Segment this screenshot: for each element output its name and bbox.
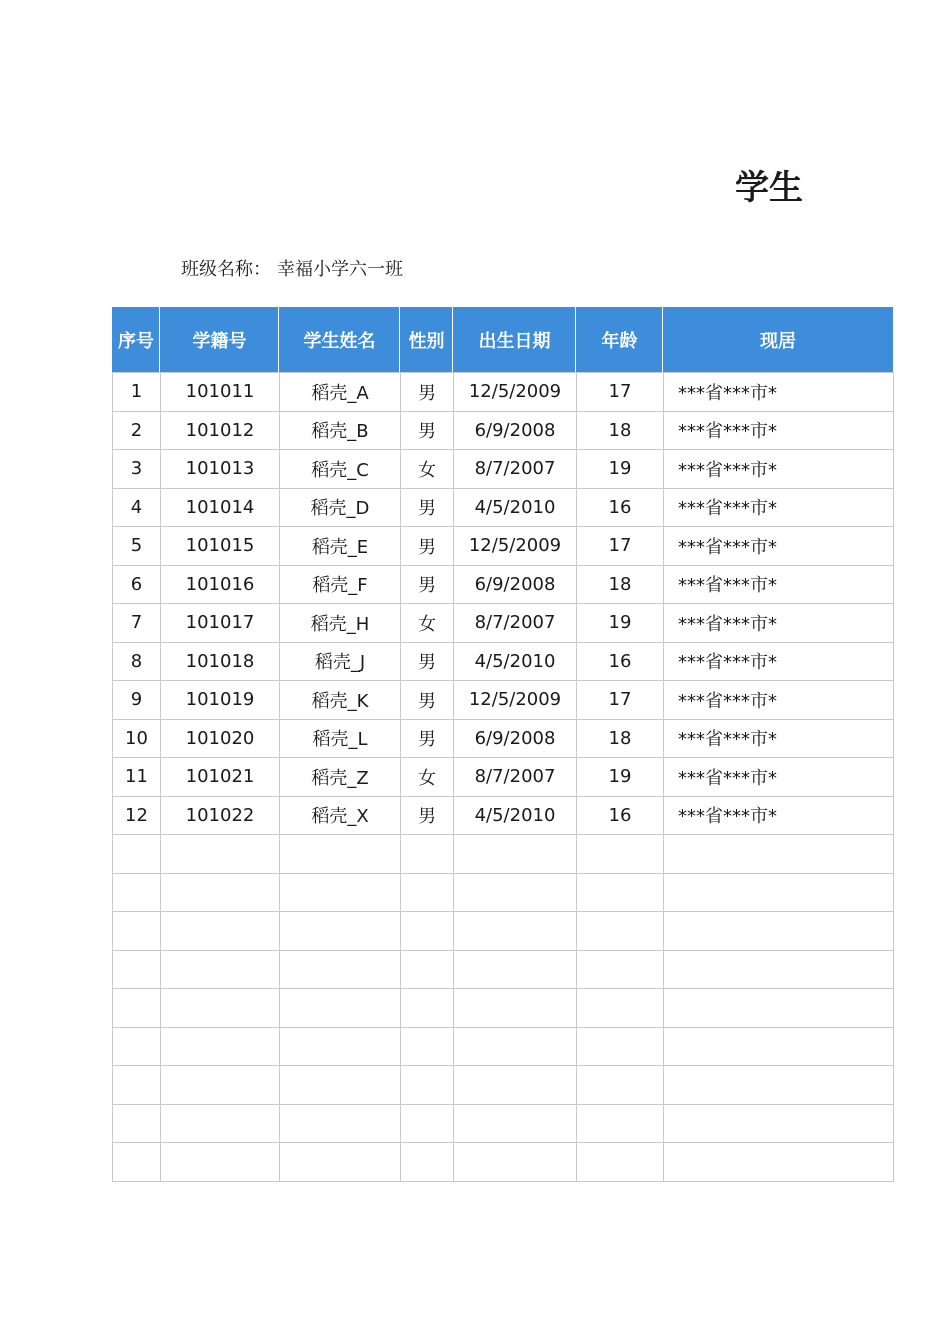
cell-address[interactable] <box>664 950 894 989</box>
table-row <box>113 527 894 566</box>
cell-seq[interactable]: 3 <box>113 450 161 489</box>
header-age: 年龄 <box>601 330 638 352</box>
cell-age[interactable]: 19 <box>577 604 664 643</box>
table-row <box>113 989 894 1028</box>
cell-seq[interactable]: 2 <box>113 411 161 450</box>
cell-gender[interactable] <box>401 873 454 912</box>
cell-gender[interactable] <box>401 1104 454 1143</box>
cell-student-name[interactable]: 稻壳_F <box>280 565 401 604</box>
cell-seq[interactable] <box>113 950 161 989</box>
cell-gender[interactable]: 女 <box>401 604 454 643</box>
cell-seq[interactable]: 1 <box>113 373 161 412</box>
cell-birth-date[interactable]: 8/7/2007 <box>454 604 577 643</box>
cell-birth-date[interactable]: 12/5/2009 <box>454 681 577 720</box>
cell-student-name[interactable]: 稻壳_X <box>280 796 401 835</box>
cell-seq[interactable]: 10 <box>113 719 161 758</box>
cell-address[interactable]: ***省***市* <box>664 604 894 643</box>
cell-student-name[interactable] <box>280 1027 401 1066</box>
cell-student-id[interactable] <box>161 950 280 989</box>
table-row <box>113 1143 894 1182</box>
class-label: 班级名称： <box>181 259 271 280</box>
table-row <box>113 373 894 412</box>
cell-age[interactable]: 19 <box>577 450 664 489</box>
table-row <box>113 719 894 758</box>
cell-gender[interactable] <box>401 1066 454 1105</box>
table-row <box>113 488 894 527</box>
table-row <box>113 681 894 720</box>
cell-gender[interactable] <box>401 835 454 874</box>
header-student-id: 学籍号 <box>192 330 247 352</box>
cell-seq[interactable]: 11 <box>113 758 161 797</box>
cell-age[interactable] <box>577 1104 664 1143</box>
class-value: 幸福小学六一班 <box>277 259 403 280</box>
header-student-name: 学生姓名 <box>303 330 376 352</box>
cell-seq[interactable] <box>113 835 161 874</box>
table-row <box>113 450 894 489</box>
cell-student-name[interactable]: 稻壳_K <box>280 681 401 720</box>
cell-gender[interactable] <box>401 1143 454 1182</box>
cell-gender[interactable]: 男 <box>401 411 454 450</box>
cell-address[interactable]: ***省***市* <box>664 411 894 450</box>
cell-address[interactable] <box>664 873 894 912</box>
cell-student-id[interactable]: 101013 <box>161 450 280 489</box>
cell-student-name[interactable]: 稻壳_D <box>280 488 401 527</box>
table-header <box>112 307 893 372</box>
cell-age[interactable] <box>577 1143 664 1182</box>
cell-seq[interactable]: 5 <box>113 527 161 566</box>
table-row <box>113 1027 894 1066</box>
cell-gender[interactable]: 女 <box>401 758 454 797</box>
table-row <box>113 1104 894 1143</box>
cell-student-name[interactable]: 稻壳_C <box>280 450 401 489</box>
cell-student-id[interactable]: 101020 <box>161 719 280 758</box>
table-row <box>113 565 894 604</box>
header-seq: 序号 <box>118 330 154 352</box>
cell-student-name[interactable] <box>280 1143 401 1182</box>
cell-seq[interactable]: 6 <box>113 565 161 604</box>
table-row <box>113 1066 894 1105</box>
cell-seq[interactable]: 9 <box>113 681 161 720</box>
cell-birth-date[interactable] <box>454 873 577 912</box>
cell-student-id[interactable]: 101018 <box>161 642 280 681</box>
cell-student-id[interactable]: 101019 <box>161 681 280 720</box>
cell-age[interactable]: 17 <box>577 373 664 412</box>
cell-student-name[interactable]: 稻壳_J <box>280 642 401 681</box>
cell-birth-date[interactable] <box>454 912 577 951</box>
cell-birth-date[interactable]: 4/5/2010 <box>454 642 577 681</box>
cell-student-name[interactable] <box>280 1066 401 1105</box>
table-row <box>113 758 894 797</box>
cell-seq[interactable] <box>113 1027 161 1066</box>
cell-gender[interactable]: 男 <box>401 527 454 566</box>
title-area <box>0 150 803 210</box>
cell-birth-date[interactable] <box>454 1104 577 1143</box>
cell-age[interactable] <box>577 873 664 912</box>
cell-student-id[interactable]: 101011 <box>161 373 280 412</box>
cell-age[interactable]: 16 <box>577 796 664 835</box>
cell-student-id[interactable]: 101014 <box>161 488 280 527</box>
table-row <box>113 642 894 681</box>
cell-student-name[interactable] <box>280 912 401 951</box>
cell-student-name[interactable] <box>280 989 401 1028</box>
cell-student-id[interactable]: 101017 <box>161 604 280 643</box>
cell-seq[interactable]: 12 <box>113 796 161 835</box>
cell-address[interactable]: ***省***市* <box>664 488 894 527</box>
cell-gender[interactable] <box>401 950 454 989</box>
cell-student-id[interactable] <box>161 1104 280 1143</box>
table-body-wrap <box>112 372 778 1201</box>
cell-birth-date[interactable]: 6/9/2008 <box>454 719 577 758</box>
cell-student-name[interactable] <box>280 1104 401 1143</box>
cell-gender[interactable]: 男 <box>401 642 454 681</box>
cell-address[interactable]: ***省***市* <box>664 796 894 835</box>
cell-birth-date[interactable]: 6/9/2008 <box>454 565 577 604</box>
cell-student-id[interactable] <box>161 1027 280 1066</box>
cell-student-id[interactable]: 101016 <box>161 565 280 604</box>
cell-age[interactable]: 18 <box>577 565 664 604</box>
cell-birth-date[interactable] <box>454 1027 577 1066</box>
cell-age[interactable] <box>577 1027 664 1066</box>
cell-age[interactable]: 18 <box>577 411 664 450</box>
cell-gender[interactable]: 男 <box>401 565 454 604</box>
cell-address[interactable]: ***省***市* <box>664 642 894 681</box>
cell-seq[interactable]: 4 <box>113 488 161 527</box>
cell-gender[interactable]: 男 <box>401 681 454 720</box>
table-row <box>113 950 894 989</box>
cell-student-id[interactable] <box>161 1066 280 1105</box>
cell-age[interactable]: 16 <box>577 488 664 527</box>
header-gender: 性别 <box>408 330 445 352</box>
cell-student-id[interactable]: 101022 <box>161 796 280 835</box>
cell-age[interactable]: 18 <box>577 719 664 758</box>
cell-address[interactable]: ***省***市* <box>664 565 894 604</box>
cell-birth-date[interactable]: 4/5/2010 <box>454 488 577 527</box>
cell-student-id[interactable]: 101021 <box>161 758 280 797</box>
cell-birth-date[interactable]: 12/5/2009 <box>454 373 577 412</box>
cell-student-id[interactable] <box>161 1143 280 1182</box>
table-row <box>113 835 894 874</box>
cell-seq[interactable] <box>113 1066 161 1105</box>
cell-address[interactable]: ***省***市* <box>664 719 894 758</box>
cell-student-name[interactable]: 稻壳_A <box>280 373 401 412</box>
cell-gender[interactable]: 男 <box>401 488 454 527</box>
cell-address[interactable] <box>664 989 894 1028</box>
cell-student-name[interactable]: 稻壳_Z <box>280 758 401 797</box>
cell-age[interactable]: 17 <box>577 681 664 720</box>
cell-age[interactable] <box>577 989 664 1028</box>
cell-birth-date[interactable] <box>454 989 577 1028</box>
cell-gender[interactable] <box>401 912 454 951</box>
cell-address[interactable] <box>664 1104 894 1143</box>
cell-student-id[interactable] <box>161 873 280 912</box>
cell-birth-date[interactable] <box>454 1143 577 1182</box>
cell-seq[interactable] <box>113 912 161 951</box>
cell-age[interactable]: 16 <box>577 642 664 681</box>
class-info <box>181 255 403 281</box>
cell-student-id[interactable] <box>161 912 280 951</box>
cell-gender[interactable] <box>401 989 454 1028</box>
cell-birth-date[interactable] <box>454 1066 577 1105</box>
cell-birth-date[interactable] <box>454 835 577 874</box>
cell-student-name[interactable] <box>280 873 401 912</box>
cell-age[interactable]: 17 <box>577 527 664 566</box>
cell-student-id[interactable] <box>161 989 280 1028</box>
cell-birth-date[interactable]: 6/9/2008 <box>454 411 577 450</box>
cell-age[interactable] <box>577 912 664 951</box>
cell-age[interactable] <box>577 1066 664 1105</box>
cell-student-id[interactable]: 101012 <box>161 411 280 450</box>
cell-age[interactable] <box>577 950 664 989</box>
table-row <box>113 873 894 912</box>
cell-seq[interactable] <box>113 1143 161 1182</box>
cell-address[interactable]: ***省***市* <box>664 450 894 489</box>
header-birth-date: 出生日期 <box>478 330 551 352</box>
student-table <box>112 372 894 1182</box>
table-row <box>113 604 894 643</box>
cell-student-name[interactable]: 稻壳_H <box>280 604 401 643</box>
cell-gender[interactable] <box>401 1027 454 1066</box>
cell-address[interactable] <box>664 1066 894 1105</box>
cell-address[interactable] <box>664 912 894 951</box>
cell-gender[interactable]: 男 <box>401 373 454 412</box>
cell-address[interactable] <box>664 835 894 874</box>
cell-student-name[interactable]: 稻壳_B <box>280 411 401 450</box>
table-row <box>113 411 894 450</box>
cell-seq[interactable] <box>113 989 161 1028</box>
cell-age[interactable] <box>577 835 664 874</box>
cell-student-name[interactable] <box>280 950 401 989</box>
cell-seq[interactable] <box>113 873 161 912</box>
cell-gender[interactable]: 男 <box>401 796 454 835</box>
cell-birth-date[interactable]: 8/7/2007 <box>454 450 577 489</box>
cell-student-name[interactable] <box>280 835 401 874</box>
page-title: 学生 <box>735 168 803 208</box>
cell-student-id[interactable] <box>161 835 280 874</box>
cell-seq[interactable]: 7 <box>113 604 161 643</box>
header-address: 现居 <box>760 330 796 352</box>
cell-address[interactable]: ***省***市* <box>664 681 894 720</box>
cell-student-name[interactable]: 稻壳_E <box>280 527 401 566</box>
cell-seq[interactable] <box>113 1104 161 1143</box>
cell-seq[interactable]: 8 <box>113 642 161 681</box>
cell-student-id[interactable]: 101015 <box>161 527 280 566</box>
cell-address[interactable] <box>664 1027 894 1066</box>
cell-birth-date[interactable]: 12/5/2009 <box>454 527 577 566</box>
cell-address[interactable]: ***省***市* <box>664 373 894 412</box>
cell-address[interactable]: ***省***市* <box>664 527 894 566</box>
cell-birth-date[interactable] <box>454 950 577 989</box>
cell-gender[interactable]: 男 <box>401 719 454 758</box>
cell-age[interactable]: 19 <box>577 758 664 797</box>
cell-birth-date[interactable]: 4/5/2010 <box>454 796 577 835</box>
cell-address[interactable] <box>664 1143 894 1182</box>
table-row <box>113 912 894 951</box>
table-row <box>113 796 894 835</box>
cell-gender[interactable]: 女 <box>401 450 454 489</box>
cell-address[interactable]: ***省***市* <box>664 758 894 797</box>
cell-student-name[interactable]: 稻壳_L <box>280 719 401 758</box>
cell-birth-date[interactable]: 8/7/2007 <box>454 758 577 797</box>
